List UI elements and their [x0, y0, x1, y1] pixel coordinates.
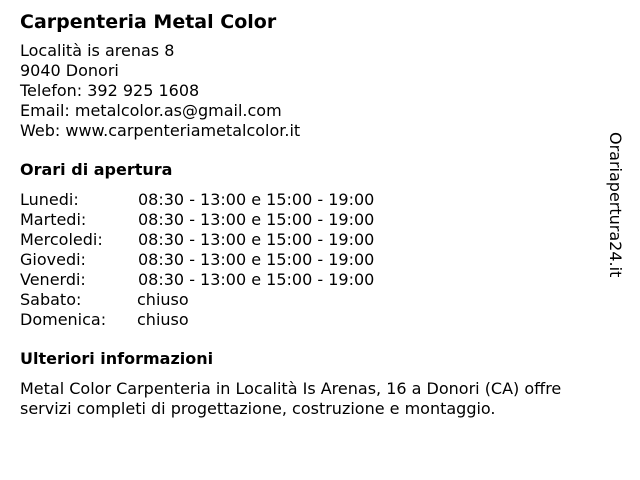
- hours-time: 08:30 - 13:00 e 15:00 - 19:00: [138, 250, 375, 269]
- hours-row: [20, 230, 610, 250]
- hours-day: Mercoledi:: [20, 230, 103, 249]
- hours-day: Venerdi:: [20, 270, 86, 289]
- phone-line: Telefon: 392 925 1608: [20, 81, 200, 100]
- hours-row: [20, 270, 610, 290]
- info-text: Metal Color Carpenteria in Località Is Arenas, 16 a Donori (CA) offre servizi completi di progettazione, costruzione e montaggio.: [20, 379, 562, 418]
- hours-table: [20, 190, 610, 330]
- address-city: 9040 Donori: [20, 61, 119, 80]
- hours-row: [20, 250, 610, 270]
- hours-day: Lunedi:: [20, 190, 79, 209]
- hours-time: 08:30 - 13:00 e 15:00 - 19:00: [138, 190, 375, 209]
- web-line: Web: www.carpenteriametalcolor.it: [20, 121, 301, 140]
- hours-day: Sabato:: [20, 290, 82, 309]
- business-name: Carpenteria Metal Color: [20, 11, 277, 33]
- brand-side-label: Orariapertura24.it: [606, 132, 625, 278]
- hours-day: Giovedi:: [20, 250, 86, 269]
- hours-time: chiuso: [137, 290, 189, 309]
- hours-row: [20, 310, 610, 330]
- hours-day: Domenica:: [20, 310, 107, 329]
- hours-row: [20, 210, 610, 230]
- address-block: [20, 41, 610, 141]
- hours-row: [20, 190, 610, 210]
- address-street: Località is arenas 8: [20, 41, 175, 60]
- hours-row: [20, 290, 610, 310]
- hours-time: 08:30 - 13:00 e 15:00 - 19:00: [138, 210, 375, 229]
- email-line: Email: metalcolor.as@gmail.com: [20, 101, 282, 120]
- hours-time: 08:30 - 13:00 e 15:00 - 19:00: [138, 230, 375, 249]
- hours-day: Martedi:: [20, 210, 87, 229]
- hours-time: chiuso: [137, 310, 189, 329]
- business-card: [20, 10, 610, 419]
- info-heading: Ulteriori informazioni: [20, 349, 214, 368]
- hours-heading: Orari di apertura: [20, 160, 173, 179]
- hours-time: 08:30 - 13:00 e 15:00 - 19:00: [138, 270, 375, 289]
